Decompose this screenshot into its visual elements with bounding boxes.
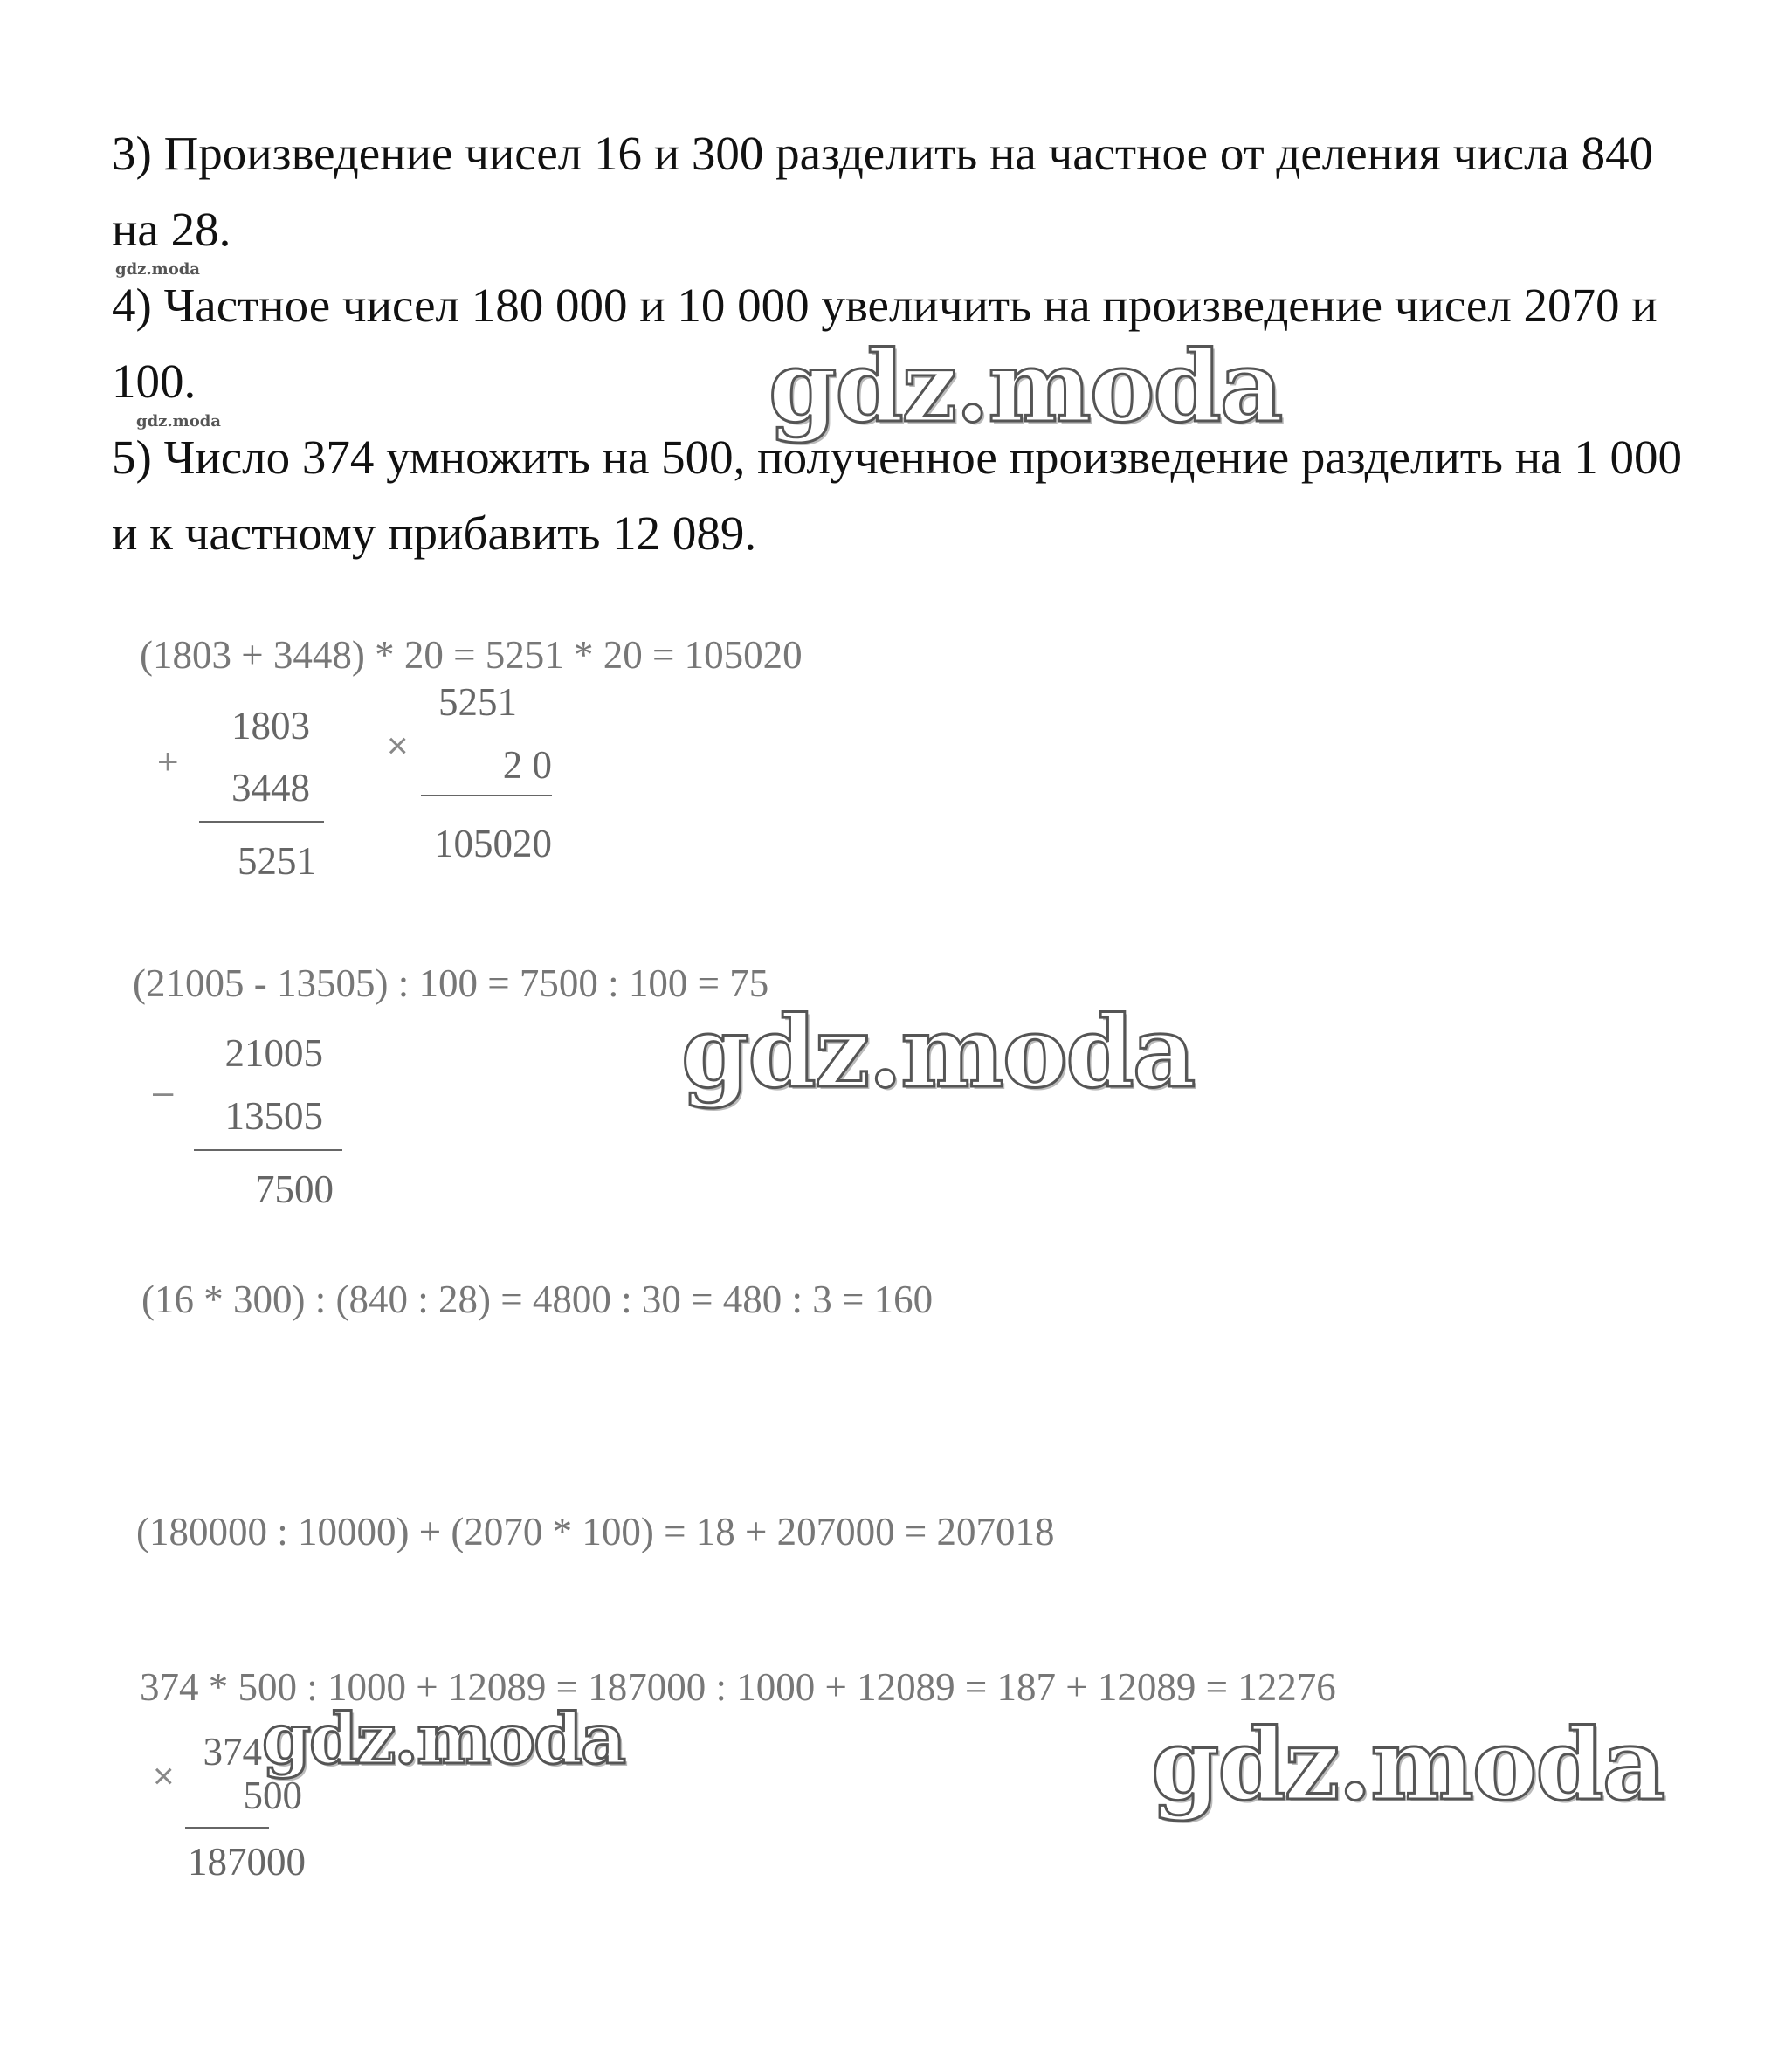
watermark-small-2: gdz.moda: [136, 412, 221, 431]
multiplicand: 5251: [438, 680, 517, 724]
multiply-sign: ×: [387, 725, 409, 766]
solution-5-equation: 374 * 500 : 1000 + 12089 = 187000 : 1000 + 12089 = 187 + 12089 = 12276: [140, 1665, 1336, 1709]
task-3: 3) Произведение чисел 16 и 300 разделить на частное от деления числа 840 на 28.: [112, 127, 1654, 256]
multiply-sign-2: ×: [153, 1755, 175, 1796]
subtraction-line: [194, 1149, 342, 1151]
solution-4-equation: (180000 : 10000) + (2070 * 100) = 18 + 207000 = 207018: [136, 1510, 1055, 1553]
product-result-2: 187000: [188, 1840, 306, 1884]
solution-1-equation: (1803 + 3448) * 20 = 5251 * 20 = 105020: [140, 633, 803, 677]
task-5: 5) Число 374 умножить на 500, полученное произведение разделить на 1 000 и к частному прибавить 12 089.: [112, 431, 1683, 560]
watermark-4: gdz.moda: [1151, 1708, 1664, 1822]
solution-2-equation: (21005 - 13505) : 100 = 7500 : 100 = 75: [133, 961, 769, 1005]
multiplier: 2 0: [502, 743, 552, 787]
product-result: 105020: [434, 822, 552, 865]
watermark-2: gdz.moda: [681, 995, 1195, 1110]
subtrahend: 13505: [224, 1094, 323, 1138]
multiplication-line: [421, 795, 552, 796]
watermark-small-1: gdz.moda: [115, 260, 200, 279]
multiplicand-2: 374: [203, 1730, 262, 1774]
watermark-1: gdz.moda: [768, 330, 1282, 444]
multiplier-2: 500: [243, 1774, 302, 1817]
addend-2: 3448: [231, 766, 310, 809]
minuend: 21005: [224, 1031, 323, 1075]
sum-result: 5251: [238, 839, 316, 883]
addition-line: [199, 821, 324, 823]
watermark-3: gdz.moda: [262, 1698, 624, 1780]
solution-3-equation: (16 * 300) : (840 : 28) = 4800 : 30 = 480 : 3 = 160: [141, 1278, 934, 1321]
difference-result: 7500: [255, 1168, 334, 1211]
multiplication-line-2: [185, 1827, 269, 1829]
addend-1: 1803: [231, 704, 310, 747]
plus-sign: +: [157, 741, 179, 782]
task-4: 4) Частное чисел 180 000 и 10 000 увеличить на произведение чисел 2070 и 100.: [112, 279, 1658, 408]
minus-sign: –: [153, 1071, 174, 1112]
